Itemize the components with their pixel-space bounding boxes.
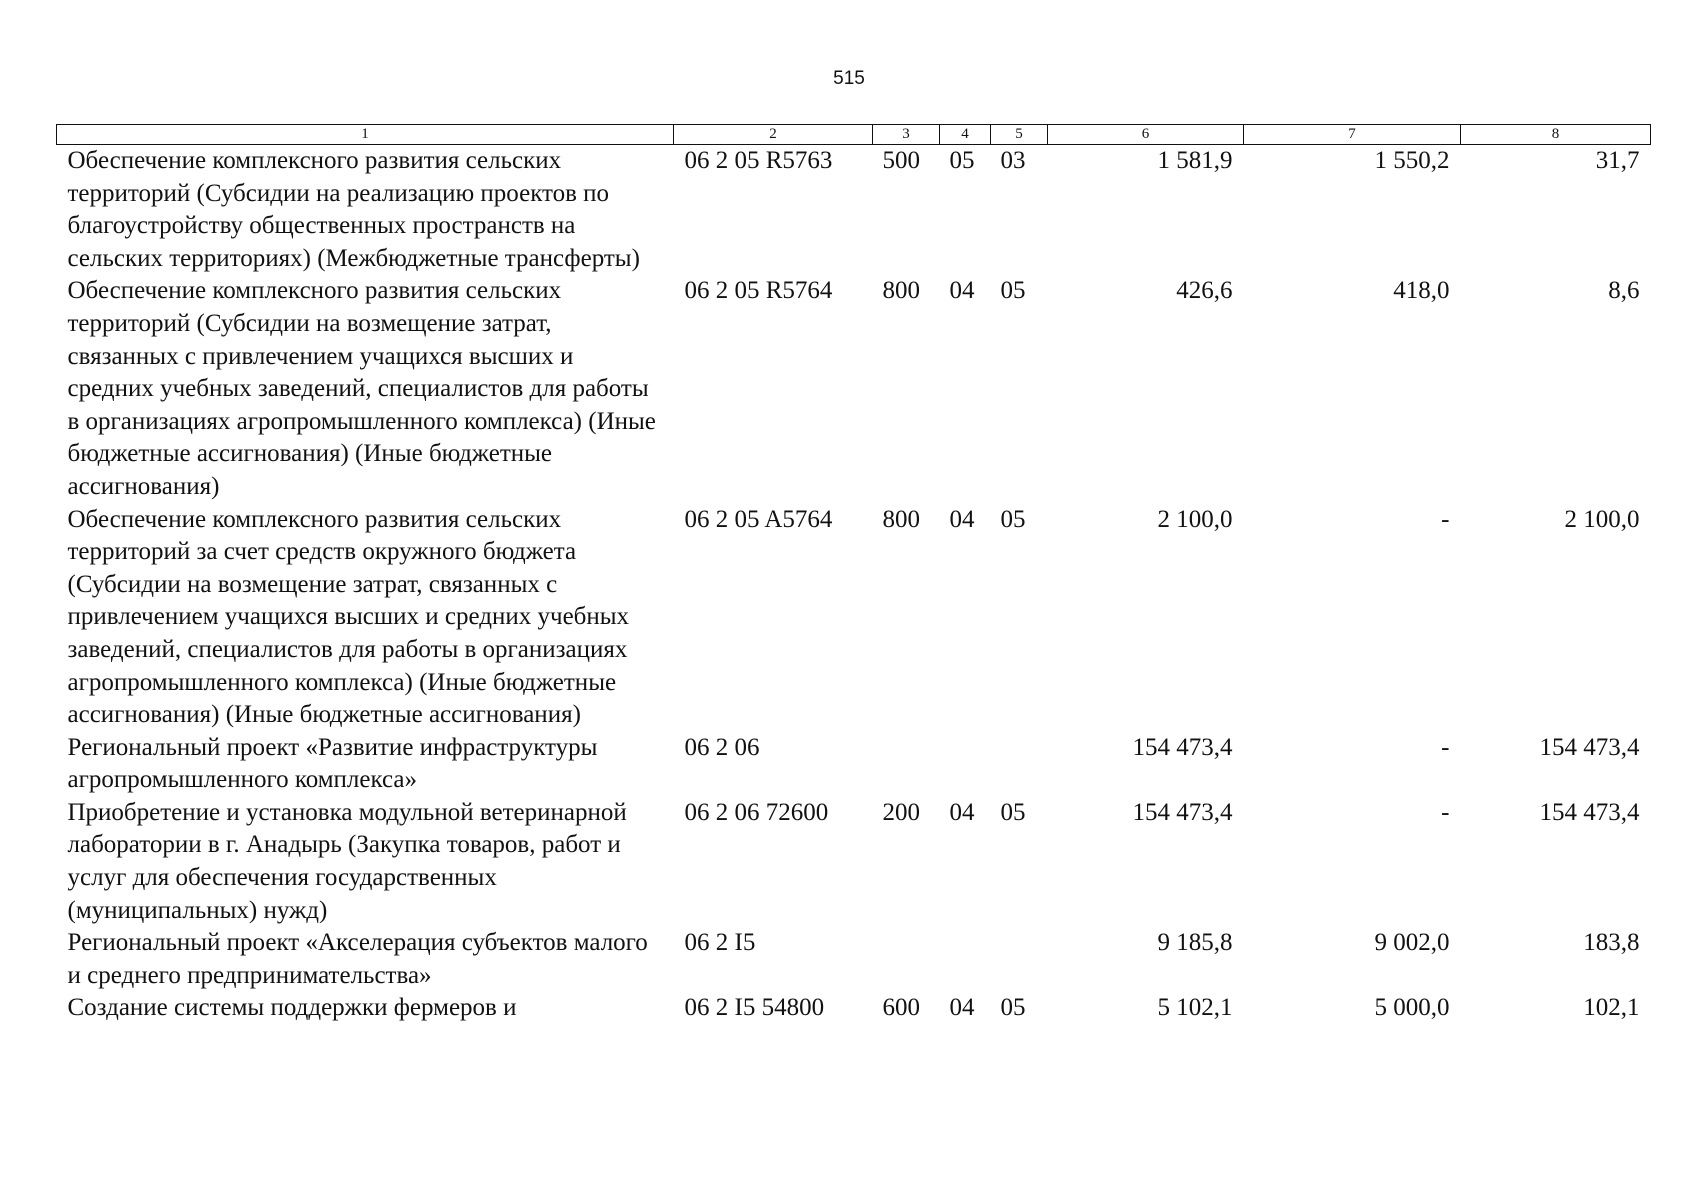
column-number-row [57, 125, 1651, 145]
target-article-code: 06 2 I5 [684, 929, 756, 957]
subsection-code [991, 927, 1048, 992]
row-name: Обеспечение комплексного развития сельских территорий (Субсидии на возмещение затрат, связанных с привлечением учащихся высших и средних учебных заведений, специалистов для работы в организациях агропромышленного комплекса) (Иные бюджетные ассигнования) (Иные бюджетные ассигнования) [67, 277, 656, 500]
total-amount: 9 185,8 [1157, 929, 1233, 957]
row-name: Обеспечение комплексного развития сельских территорий (Субсидии на реализацию проектов по благоустройству общественных пространств на сельских территориях) (Межбюджетные трансферты) [67, 147, 640, 272]
table-row [57, 927, 1651, 992]
table-row [57, 145, 1651, 276]
target-article-code: 06 2 06 72600 [684, 798, 829, 826]
row-name: Приобретение и установка модульной ветеринарной лаборатории в г. Анадырь (Закупка товаров, работ и услуг для обеспечения государственных (муниципальных) нужд) [67, 798, 627, 924]
table-row [57, 275, 1651, 503]
federal-amount: 9 002,0 [1374, 929, 1450, 957]
target-article-code: 06 2 I5 54800 [684, 994, 825, 1022]
row-name: Обеспечение комплексного развития сельских территорий за счет средств окружного бюджета (Субсидии на возмещение затрат, связанных с привлечением учащихся высших и средних учебных заведений, специалистов для работы в организациях агропромышленного комплекса) (Иные бюджетные ассигнования) (Иные бюджетные ассигнования) [67, 505, 630, 729]
federal-amount: - [1441, 505, 1450, 533]
expense-type-code [873, 732, 940, 797]
section-code: 04 [949, 798, 975, 826]
section-code: 04 [949, 505, 975, 533]
section-code [940, 927, 991, 992]
regional-amount: 8,6 [1608, 277, 1640, 305]
table-row [57, 992, 1651, 1025]
federal-amount: - [1441, 798, 1450, 826]
regional-amount: 183,8 [1583, 929, 1640, 957]
section-code: 04 [949, 277, 975, 305]
regional-amount: 154 473,4 [1539, 798, 1640, 826]
subsection-code: 05 [1000, 505, 1026, 533]
target-article-code: 06 2 05 R5763 [684, 147, 833, 174]
total-amount: 5 102,1 [1157, 994, 1233, 1022]
column-header: 4 [940, 125, 991, 145]
regional-amount: 31,7 [1595, 147, 1640, 174]
table-row [57, 504, 1651, 732]
total-amount: 426,6 [1176, 277, 1233, 305]
target-article-code: 06 2 05 R5764 [684, 277, 833, 305]
expense-type-code: 200 [882, 798, 920, 826]
total-amount: 1 581,9 [1157, 147, 1233, 174]
federal-amount: 418,0 [1393, 277, 1450, 305]
subsection-code: 05 [1000, 277, 1026, 305]
expense-type-code [873, 927, 940, 992]
federal-amount: - [1441, 733, 1450, 761]
section-code: 04 [949, 994, 975, 1022]
federal-amount: 1 550,2 [1374, 147, 1450, 174]
section-code: 05 [949, 147, 975, 174]
section-code [940, 732, 991, 797]
table-row [57, 732, 1651, 797]
column-header: 6 [1048, 125, 1244, 145]
expense-type-code: 800 [882, 277, 920, 305]
column-header: 3 [873, 125, 940, 145]
page-number: 515 [833, 68, 865, 89]
column-header: 1 [57, 125, 674, 145]
total-amount: 154 473,4 [1132, 798, 1233, 826]
column-header: 7 [1244, 125, 1461, 145]
row-name: Создание системы поддержки фермеров и [67, 994, 517, 1022]
expense-type-code: 500 [882, 147, 920, 174]
target-article-code: 06 2 05 A5764 [684, 505, 833, 533]
subsection-code: 05 [1000, 994, 1026, 1022]
expense-type-code: 800 [882, 505, 920, 533]
subsection-code: 05 [1000, 798, 1026, 826]
target-article-code: 06 2 06 [684, 733, 760, 761]
total-amount: 154 473,4 [1132, 733, 1233, 761]
column-header: 2 [674, 125, 873, 145]
row-name: Региональный проект «Акселерация субъектов малого и среднего предпринимательства» [67, 929, 648, 989]
regional-amount: 154 473,4 [1539, 733, 1640, 761]
regional-amount: 2 100,0 [1564, 505, 1640, 533]
column-header: 8 [1461, 125, 1651, 145]
subsection-code: 03 [1000, 147, 1026, 174]
table-row [57, 797, 1651, 927]
row-name: Региональный проект «Развитие инфраструктуры агропромышленного комплекса» [67, 733, 598, 794]
federal-amount: 5 000,0 [1374, 994, 1450, 1022]
expense-type-code: 600 [882, 994, 920, 1022]
subsection-code [991, 732, 1048, 797]
total-amount: 2 100,0 [1157, 505, 1233, 533]
budget-table [56, 124, 1651, 1025]
column-header: 5 [991, 125, 1048, 145]
regional-amount: 102,1 [1583, 994, 1640, 1022]
